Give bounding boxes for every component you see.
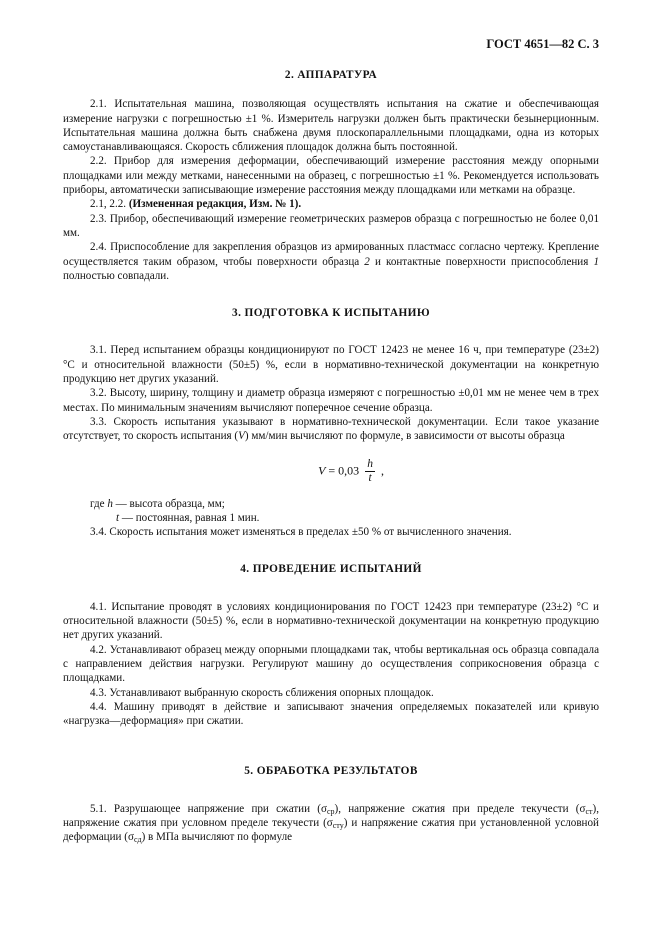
italic-ref: 2	[364, 255, 370, 268]
italic-var: t	[116, 511, 120, 524]
formula-var: V	[318, 462, 326, 477]
amendment-prefix: 2.1, 2.2.	[90, 198, 129, 211]
text-run: ), напряжение сжатия при пределе текучести (σ	[334, 802, 586, 815]
text-run: 3.3. Скорость испытания указывают в нормативно-технической документации. Если такое указание отсутствует, то скорость испытания (	[63, 415, 599, 443]
paragraph-3-1: 3.1. Перед испытанием образцы кондиционируют по ГОСТ 12423 не менее 16 ч, при температуре (23±2) °С и относительной влажности (50±5) %, если в нормативно-технической документации на конкретную продукцию нет других указаний.	[63, 344, 599, 386]
paragraph-4-2: 4.2. Устанавливают образец между опорными площадками так, чтобы вертикальная ось образца совпадала с направлением действия нагрузки. Регулируют машину до осуществления соприкосновения образца с площадками.	[63, 643, 599, 685]
subscript: сд	[133, 835, 142, 845]
page-header: ГОСТ 4651—82 С. 3	[486, 37, 599, 51]
formula-fraction	[365, 458, 375, 485]
subscript: ст	[585, 806, 593, 816]
paragraph-2-amendment	[63, 197, 599, 211]
paragraph-2-4	[63, 240, 599, 283]
text-run: — высота образца, мм;	[112, 497, 225, 510]
italic-var: h	[107, 497, 113, 510]
text-run: где	[90, 497, 108, 510]
fraction-numerator: h	[367, 457, 373, 470]
italic-var: V	[238, 430, 245, 443]
section-2-title: 2. АППАРАТУРА	[284, 69, 378, 81]
fraction-denominator: t	[368, 471, 372, 484]
text-run: — постоянная, равная 1 мин.	[119, 511, 260, 524]
section-4-title: 4. ПРОВЕДЕНИЕ ИСПЫТАНИЙ	[240, 563, 422, 576]
amendment-note: (Измененная редакция, Изм. № 1).	[128, 198, 302, 211]
formula-text: ,	[377, 462, 384, 477]
text-run: и контактные поверхности приспособления	[369, 255, 594, 268]
paragraph-3-4: 3.4. Скорость испытания может изменяться в пределах ±50 % от вычисленного значения.	[90, 526, 512, 539]
paragraph-3-3	[63, 415, 599, 444]
text-run: ) и напряжение сжатия при установленной условной деформации (σ	[63, 816, 599, 844]
section-5-title: 5. ОБРАБОТКА РЕЗУЛЬТАТОВ	[244, 765, 418, 778]
paragraph-2-2: 2.2. Прибор для измерения деформации, обеспечивающий измерение расстояния между опорными площадками или между метками, нанесенными на образец, с погрешностью ±1 %. Рекомендуется использовать приборы, автоматически записывающие измерение расстояния между площадками или метками на образце.	[63, 155, 599, 197]
paragraph-2-3: 2.3. Прибор, обеспечивающий измерение геометрических размеров образца с погрешностью не более 0,01 мм.	[63, 212, 599, 239]
paragraph-2-1: 2.1. Испытательная машина, позволяющая осуществлять испытания на сжатие и обеспечивающая измерение нагрузки с погрешностью ±1 %. Измеритель нагрузки должен быть практически безынерционным. Испытательная машина должна быть снабжена двумя плоскопараллельными площадками, одна из которых самоустанавливающаяся. Скорость сближения площадок должна быть постоянной.	[63, 98, 599, 154]
italic-ref: 1	[593, 255, 599, 268]
text-run: ) в МПа вычисляют по формуле	[141, 831, 293, 844]
section-3-title: 3. ПОДГОТОВКА К ИСПЫТАНИЮ	[232, 307, 430, 320]
subscript: ср	[326, 806, 335, 816]
text-run: ) мм/мин вычисляют по формуле, в зависимости от высоты образца	[244, 430, 565, 443]
paragraph-4-3: 4.3. Устанавливают выбранную скорость сближения опорных площадок.	[90, 686, 434, 699]
text-run: 2.4. Приспособление для закрепления образцов из армированных пластмасс согласно чертежу. Крепление осуществляется таким образом, чтобы поверхности образца	[63, 241, 599, 268]
text-run: 5.1. Разрушающее напряжение при сжатии (σ	[90, 802, 327, 815]
paragraph-4-1: 4.1. Испытание проводят в условиях кондиционирования по ГОСТ 12423 при температуре (23±2) °С и относительной влажности (50±5) %, если в нормативно-технической документации на конкретную продукцию нет других указаний.	[63, 600, 599, 642]
speed-formula	[103, 458, 599, 485]
where-t	[63, 511, 599, 525]
paragraph-5-1	[63, 802, 599, 845]
text-run: полностью совпадали.	[63, 269, 170, 282]
where-h	[63, 497, 599, 511]
page-content	[63, 60, 599, 845]
formula-text: = 0,03	[325, 462, 363, 477]
text-run: ), напряжение сжатия при условном пределе текучести (σ	[63, 802, 599, 829]
paragraph-4-4: 4.4. Машину приводят в действие и записывают значения определяемых показателей или кривую «нагрузка—деформация» при сжатии.	[63, 700, 599, 728]
paragraph-3-2: 3.2. Высоту, ширину, толщину и диаметр образца измеряют с погрешностью ±0,01 мм не менее чем в трех местах. По минимальным значениям вычисляют поперечное сечение образца.	[63, 387, 599, 414]
subscript: сту	[332, 820, 344, 830]
